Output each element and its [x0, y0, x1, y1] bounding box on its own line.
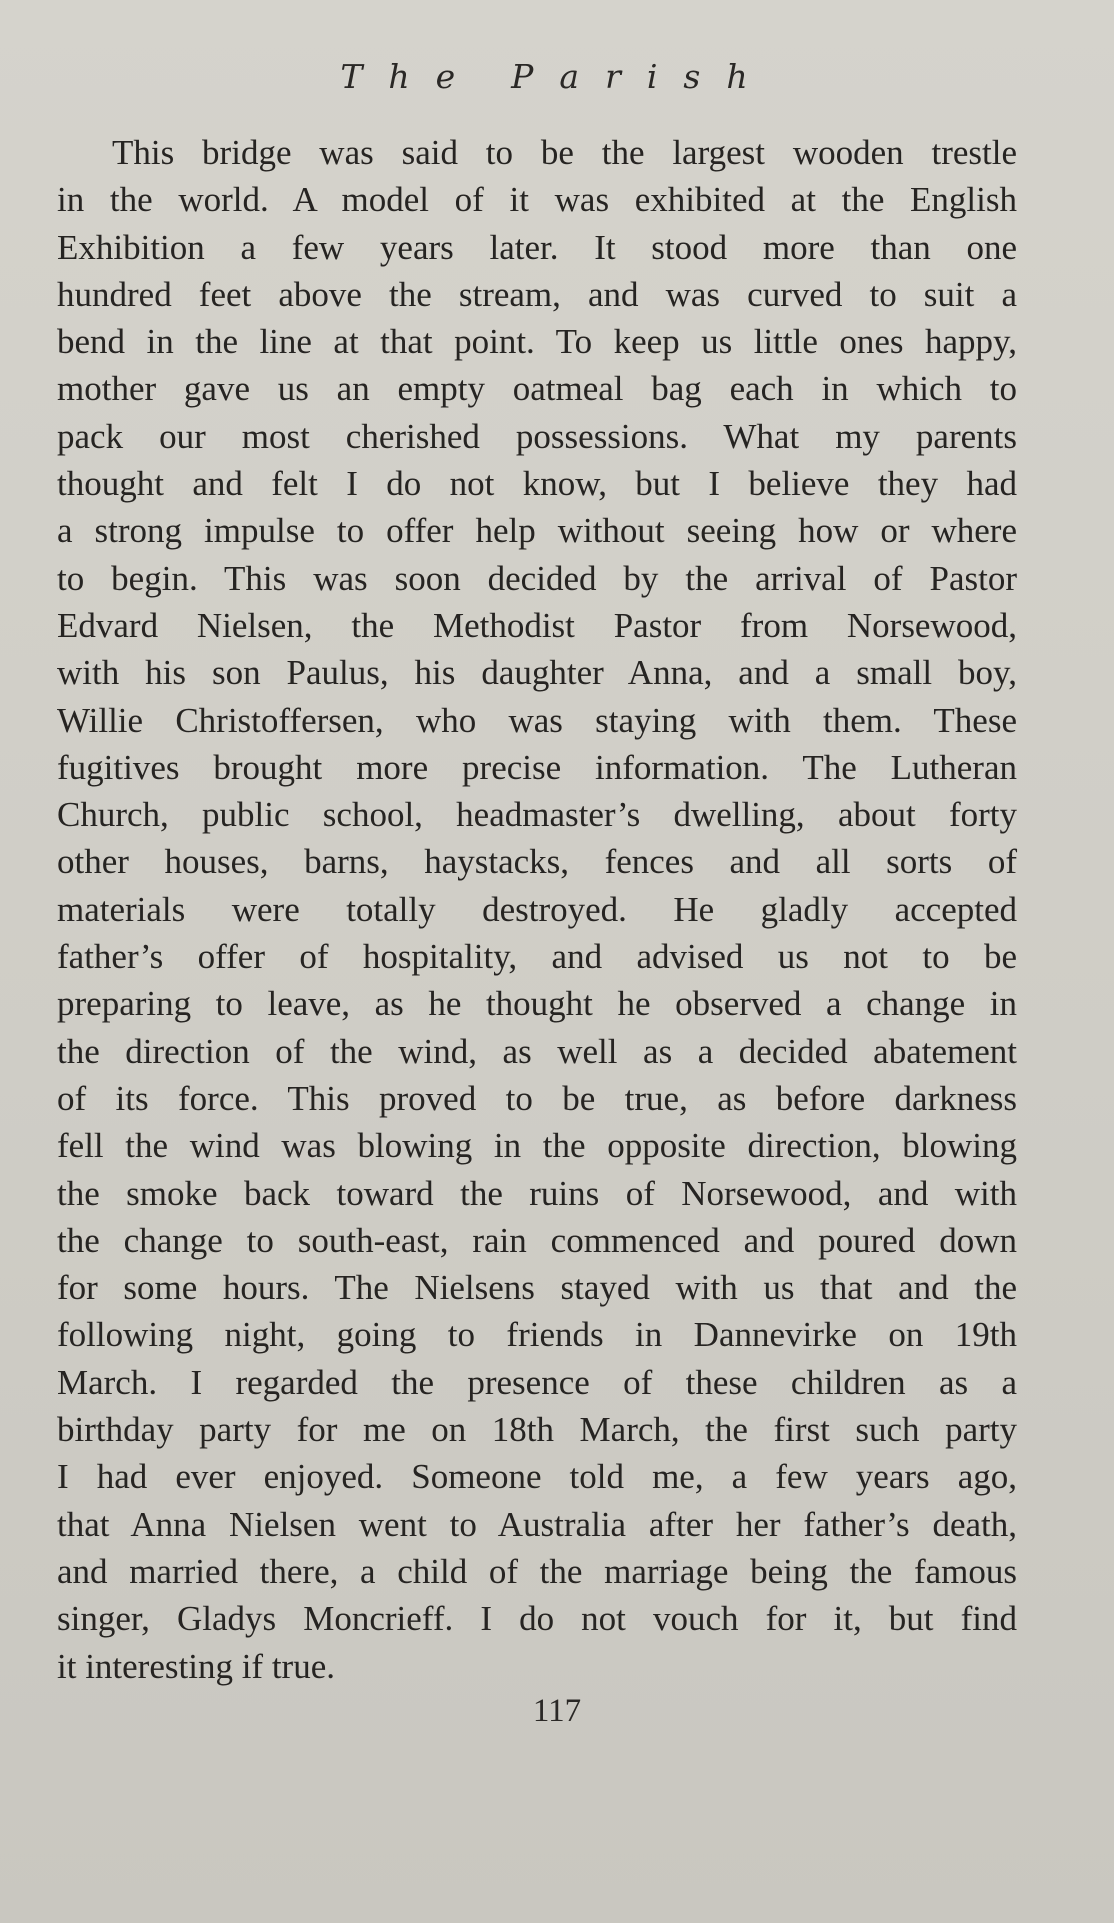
text-line: other houses, barns, haystacks, fences and all sorts of: [57, 842, 1017, 882]
text-line: Church, public school, headmaster’s dwelling, about forty: [57, 795, 1017, 835]
running-head-letter: a: [559, 57, 606, 96]
running-head-letter: T: [340, 57, 389, 96]
text-line: father’s offer of hospitality, and advised us not to be: [57, 937, 1017, 977]
text-line: thought and felt I do not know, but I believe they had: [57, 464, 1017, 504]
text-line: March. I regarded the presence of these children as a: [57, 1362, 1017, 1402]
text-line: of its force. This proved to be true, as before darkness: [57, 1078, 1017, 1118]
text-line: the smoke back toward the ruins of Norsewood, and with: [57, 1173, 1017, 1213]
running-head-letter: s: [683, 57, 727, 96]
text-line: for some hours. The Nielsens stayed with us that and the: [57, 1268, 1017, 1308]
text-line: and married there, a child of the marriage being the famous: [57, 1551, 1017, 1591]
text-line: Willie Christoffersen, who was staying with them. These: [57, 700, 1017, 740]
text-line: Exhibition a few years later. It stood more than one: [57, 227, 1017, 267]
text-line: I had ever enjoyed. Someone told me, a few years ago,: [57, 1457, 1017, 1497]
text-line: singer, Gladys Moncrieff. I do not vouch for it, but find: [57, 1599, 1017, 1639]
text-line: a strong impulse to offer help without seeing how or where: [57, 511, 1017, 551]
running-head-letter: h: [726, 57, 774, 96]
page-number: 117: [532, 1693, 582, 1729]
text-line: that Anna Nielsen went to Australia after her father’s death,: [57, 1504, 1017, 1544]
text-line: birthday party for me on 18th March, the first such party: [57, 1410, 1017, 1450]
body-paragraph: [57, 129, 1017, 1690]
text-line: with his son Paulus, his daughter Anna, and a small boy,: [57, 653, 1017, 693]
running-head: [0, 52, 1114, 102]
text-line: in the world. A model of it was exhibited at the English: [57, 180, 1017, 220]
text-line: pack our most cherished possessions. What my parents: [57, 416, 1017, 456]
text-line: hundred feet above the stream, and was curved to suit a: [57, 274, 1017, 314]
text-line: This bridge was said to be the largest wooden trestle: [112, 133, 1017, 172]
text-line: fell the wind was blowing in the opposite direction, blowing: [57, 1126, 1017, 1166]
text-line: bend in the line at that point. To keep us little ones happy,: [57, 322, 1017, 362]
text-line: preparing to leave, as he thought he observed a change in: [57, 984, 1017, 1024]
text-line: materials were totally destroyed. He gladly accepted: [57, 889, 1017, 929]
text-line: Edvard Nielsen, the Methodist Pastor from Norsewood,: [57, 605, 1017, 645]
running-head-letter: r: [605, 57, 647, 96]
running-head-letter: i: [646, 57, 684, 96]
text-line: to begin. This was soon decided by the arrival of Pastor: [57, 558, 1017, 598]
text-line: the direction of the wind, as well as a decided abatement: [57, 1031, 1017, 1071]
running-head-letter: e: [435, 57, 482, 96]
text-line: fugitives brought more precise information. The Lutheran: [57, 747, 1017, 787]
text-line: the change to south-east, rain commenced and poured down: [57, 1220, 1017, 1260]
text-line: following night, going to friends in Dannevirke on 19th: [57, 1315, 1017, 1355]
running-head-letter: P: [511, 57, 560, 96]
running-head-letter: h: [388, 57, 436, 96]
text-line: it interesting if true.: [57, 1646, 335, 1686]
text-line: mother gave us an empty oatmeal bag each in which to: [57, 369, 1017, 409]
